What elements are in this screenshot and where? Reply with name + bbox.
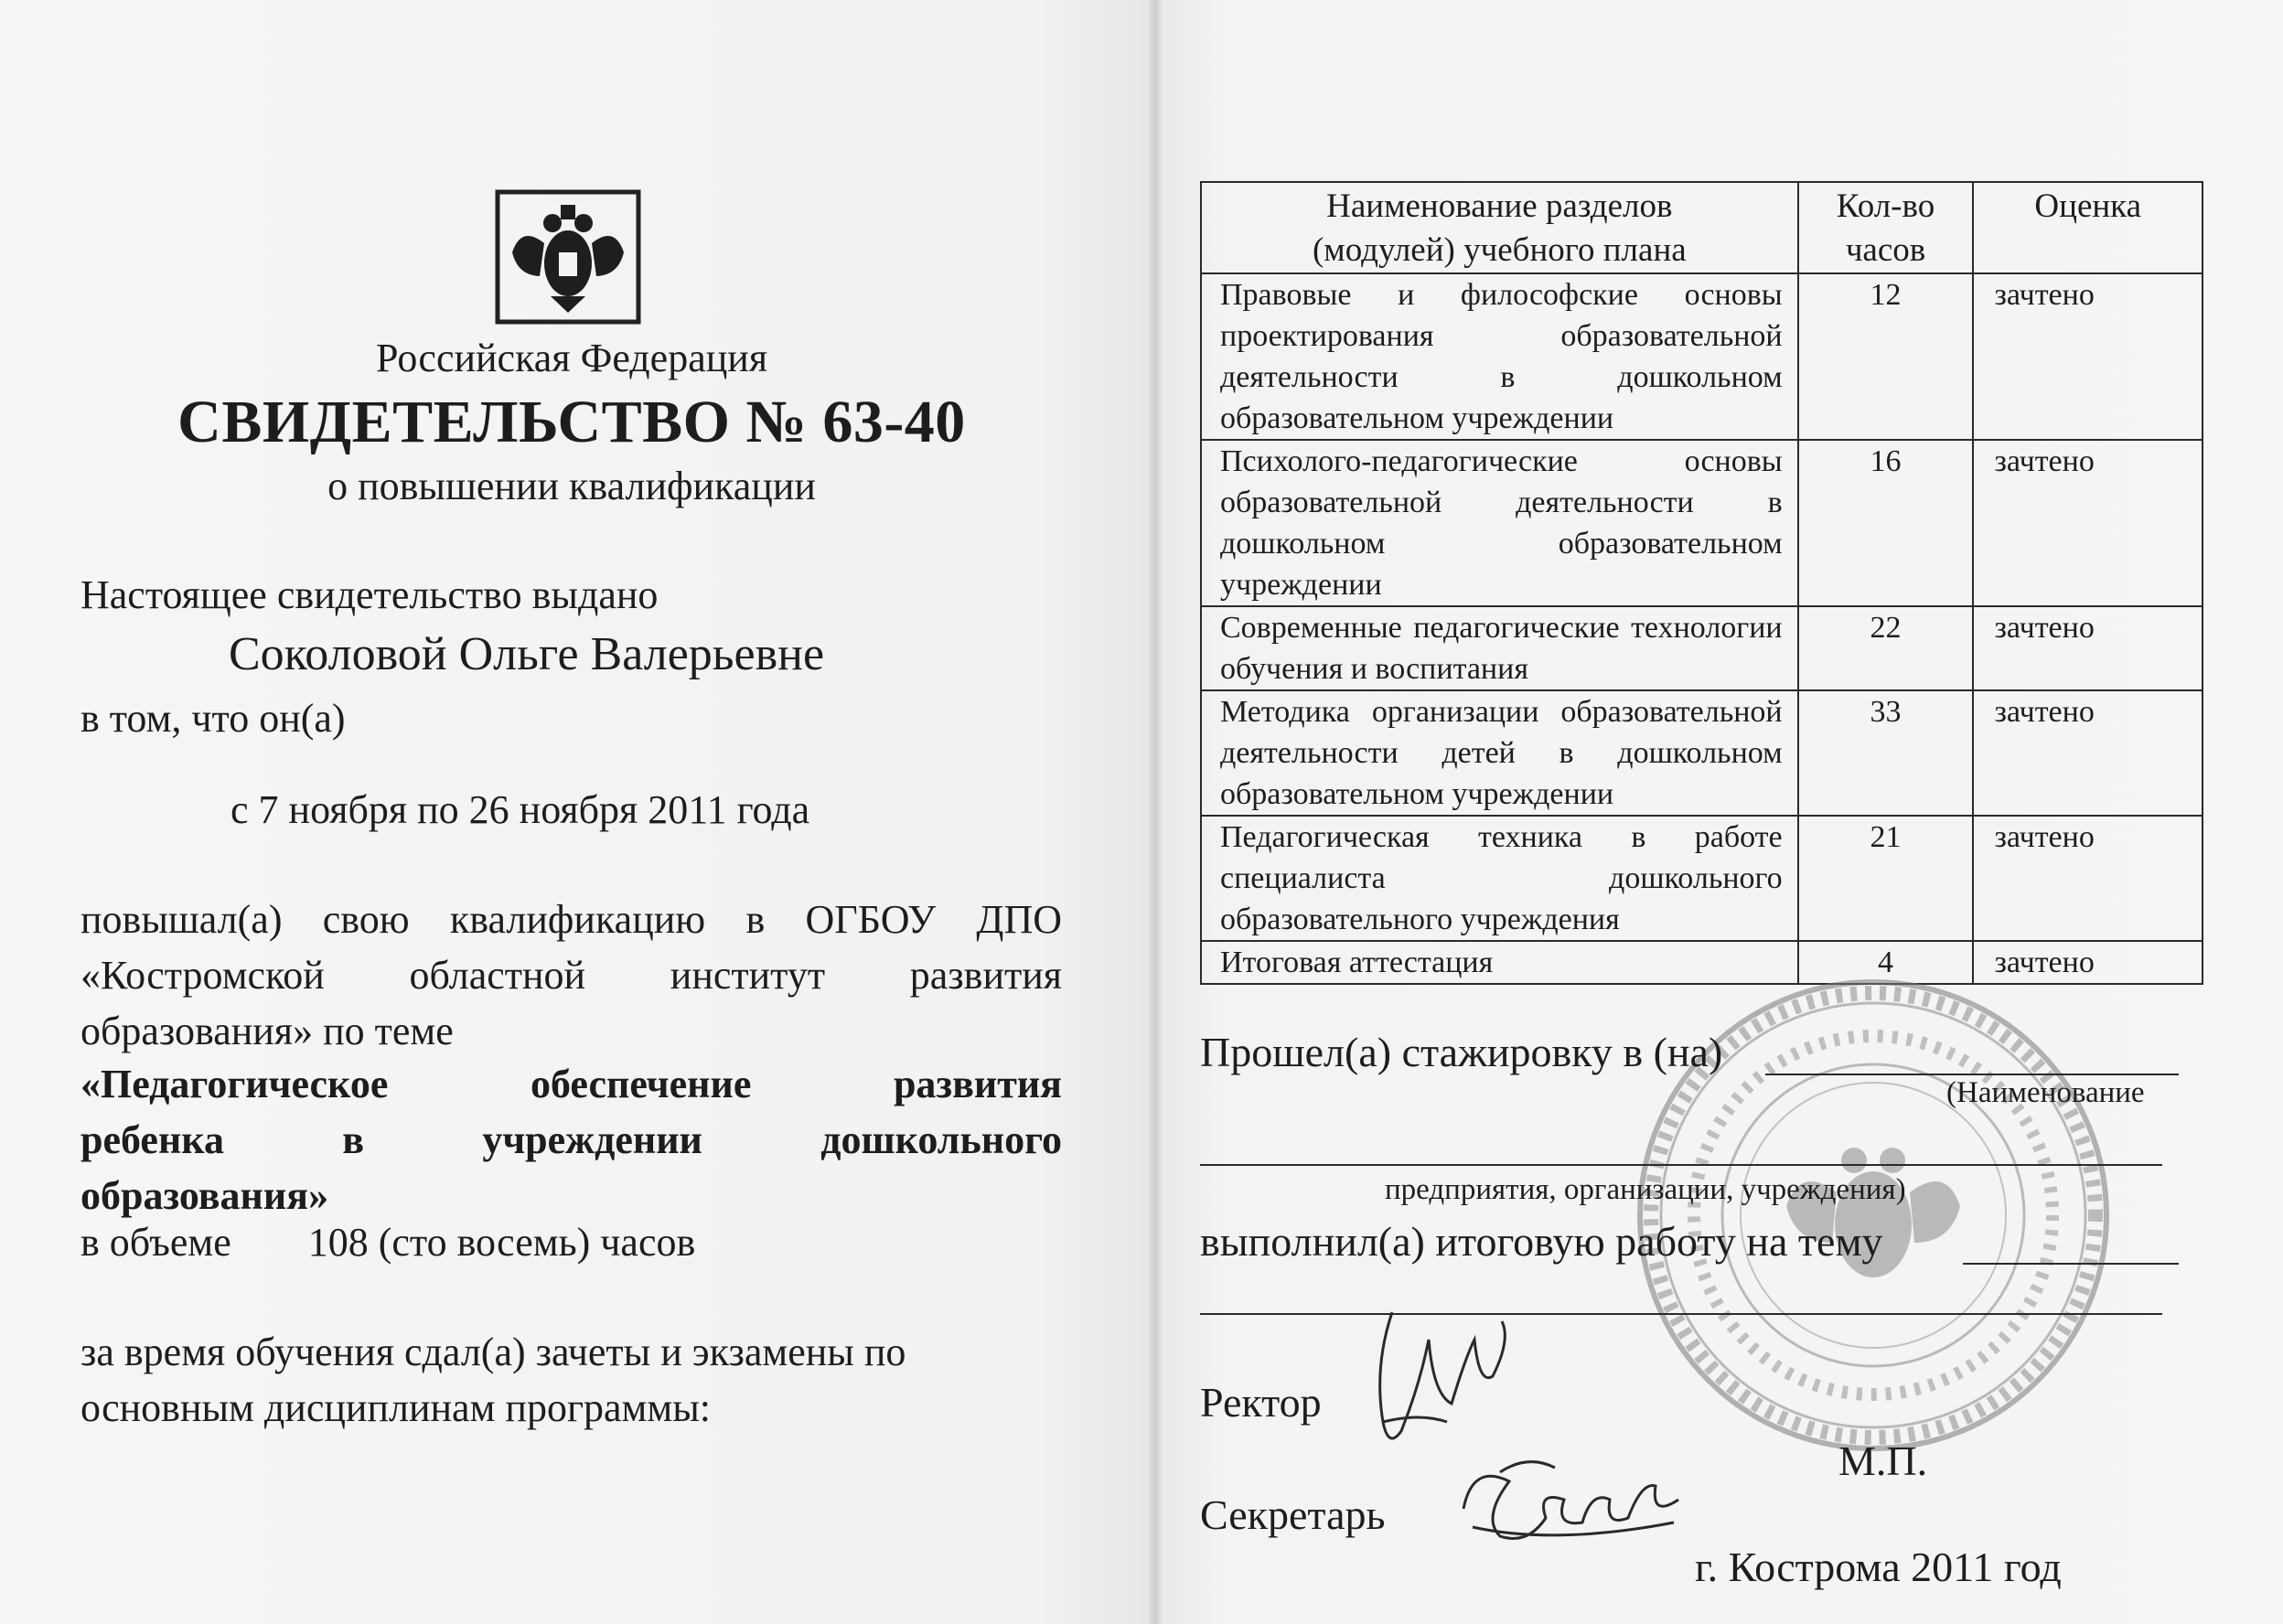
volume-label: в объеме [80, 1220, 231, 1265]
table-row [1201, 273, 2203, 440]
final-work-label: выполнил(а) итоговую работу на тему [1200, 1218, 1883, 1265]
topic-line: ребенка в учреждении дошкольного [80, 1117, 1062, 1162]
org-line: «Костромской областной институт развития [80, 953, 1062, 998]
module-hours: 4 [1798, 941, 1974, 984]
module-grade: зачтено [1973, 440, 2203, 606]
module-name: Методика организации образовательной деятельности детей в дошкольном образовательном учреждении [1201, 690, 1798, 816]
org-line: образования» по теме [80, 1009, 454, 1053]
table-row [1201, 440, 2203, 606]
issued-to-label: Настоящее свидетельство выдано [80, 572, 659, 617]
table-header-row [1201, 182, 2203, 273]
header-hours: Кол-во часов [1798, 182, 1974, 273]
training-dates: с 7 ноября по 26 ноября 2011 года [230, 787, 810, 832]
that-label: в том, что он(а) [80, 696, 346, 741]
secretary-signature [1445, 1436, 1692, 1564]
certificate-title: СВИДЕТЕЛЬСТВО № 63-40 [177, 389, 966, 455]
table-row [1201, 690, 2203, 816]
table-row [1201, 606, 2203, 690]
rector-label: Ректор [1200, 1379, 1322, 1426]
header-grade: Оценка [1973, 182, 2203, 273]
modules-table [1200, 181, 2203, 985]
course-topic [80, 1056, 1062, 1223]
final-work-line [1963, 1263, 2179, 1265]
topic-line: «Педагогическое обеспечение развития [80, 1062, 1062, 1106]
topic-line: образования» [80, 1173, 329, 1218]
note-organization: предприятия, организации, учреждения) [1385, 1173, 1906, 1206]
module-hours: 33 [1798, 690, 1974, 816]
internship-label: Прошел(а) стажировку в (на) [1200, 1029, 1723, 1075]
course-volume [80, 1219, 695, 1266]
module-hours: 22 [1798, 606, 1974, 690]
rector-signature [1365, 1285, 1529, 1458]
module-hours: 12 [1798, 273, 1974, 440]
module-name: Психолого-педагогические основы образовательной деятельности в дошкольном образовательном учреждении [1201, 440, 1798, 606]
secretary-label: Секретарь [1200, 1491, 1386, 1538]
coat-of-arms-icon [494, 188, 642, 326]
internship-line-2 [1200, 1164, 2162, 1166]
certificate-subtitle: о повышении квалификации [327, 464, 816, 508]
mp-label: М.П. [1838, 1437, 1928, 1484]
table-row [1201, 816, 2203, 941]
internship-line [1765, 1074, 2179, 1075]
organization-paragraph [80, 892, 1062, 1059]
module-grade: зачтено [1973, 690, 2203, 816]
city-year: г. Кострома 2011 год [1695, 1544, 2062, 1590]
module-name: Современные педагогические технологии обучения и воспитания [1201, 606, 1798, 690]
module-hours: 21 [1798, 816, 1974, 941]
exams-statement: за время обучения сдал(а) зачеты и экзамены по основным дисциплинам программы: [80, 1330, 906, 1430]
recipient-name: Соколовой Ольге Валерьевне [229, 628, 825, 680]
module-grade: зачтено [1973, 273, 2203, 440]
org-line: повышал(а) свою квалификацию в ОГБОУ ДПО [80, 897, 1062, 942]
header-module-name: Наименование разделов (модулей) учебного плана [1201, 182, 1798, 273]
module-name: Правовые и философские основы проектирования образовательной деятельности в дошкольном образовательном учреждении [1201, 273, 1798, 440]
note-name: (Наименование [1946, 1076, 2145, 1109]
page-fold [1148, 0, 1163, 1624]
module-name: Педагогическая техника в работе специалиста дошкольного образовательного учреждения [1201, 816, 1798, 941]
module-name: Итоговая аттестация [1201, 941, 1798, 984]
final-work-line-2 [1200, 1313, 2162, 1315]
module-grade: зачтено [1973, 816, 2203, 941]
module-grade: зачтено [1973, 606, 2203, 690]
volume-value: 108 (сто восемь) часов [307, 1220, 696, 1265]
country-name: Российская Федерация [375, 336, 768, 380]
module-grade: зачтено [1973, 941, 2203, 984]
module-hours: 16 [1798, 440, 1974, 606]
